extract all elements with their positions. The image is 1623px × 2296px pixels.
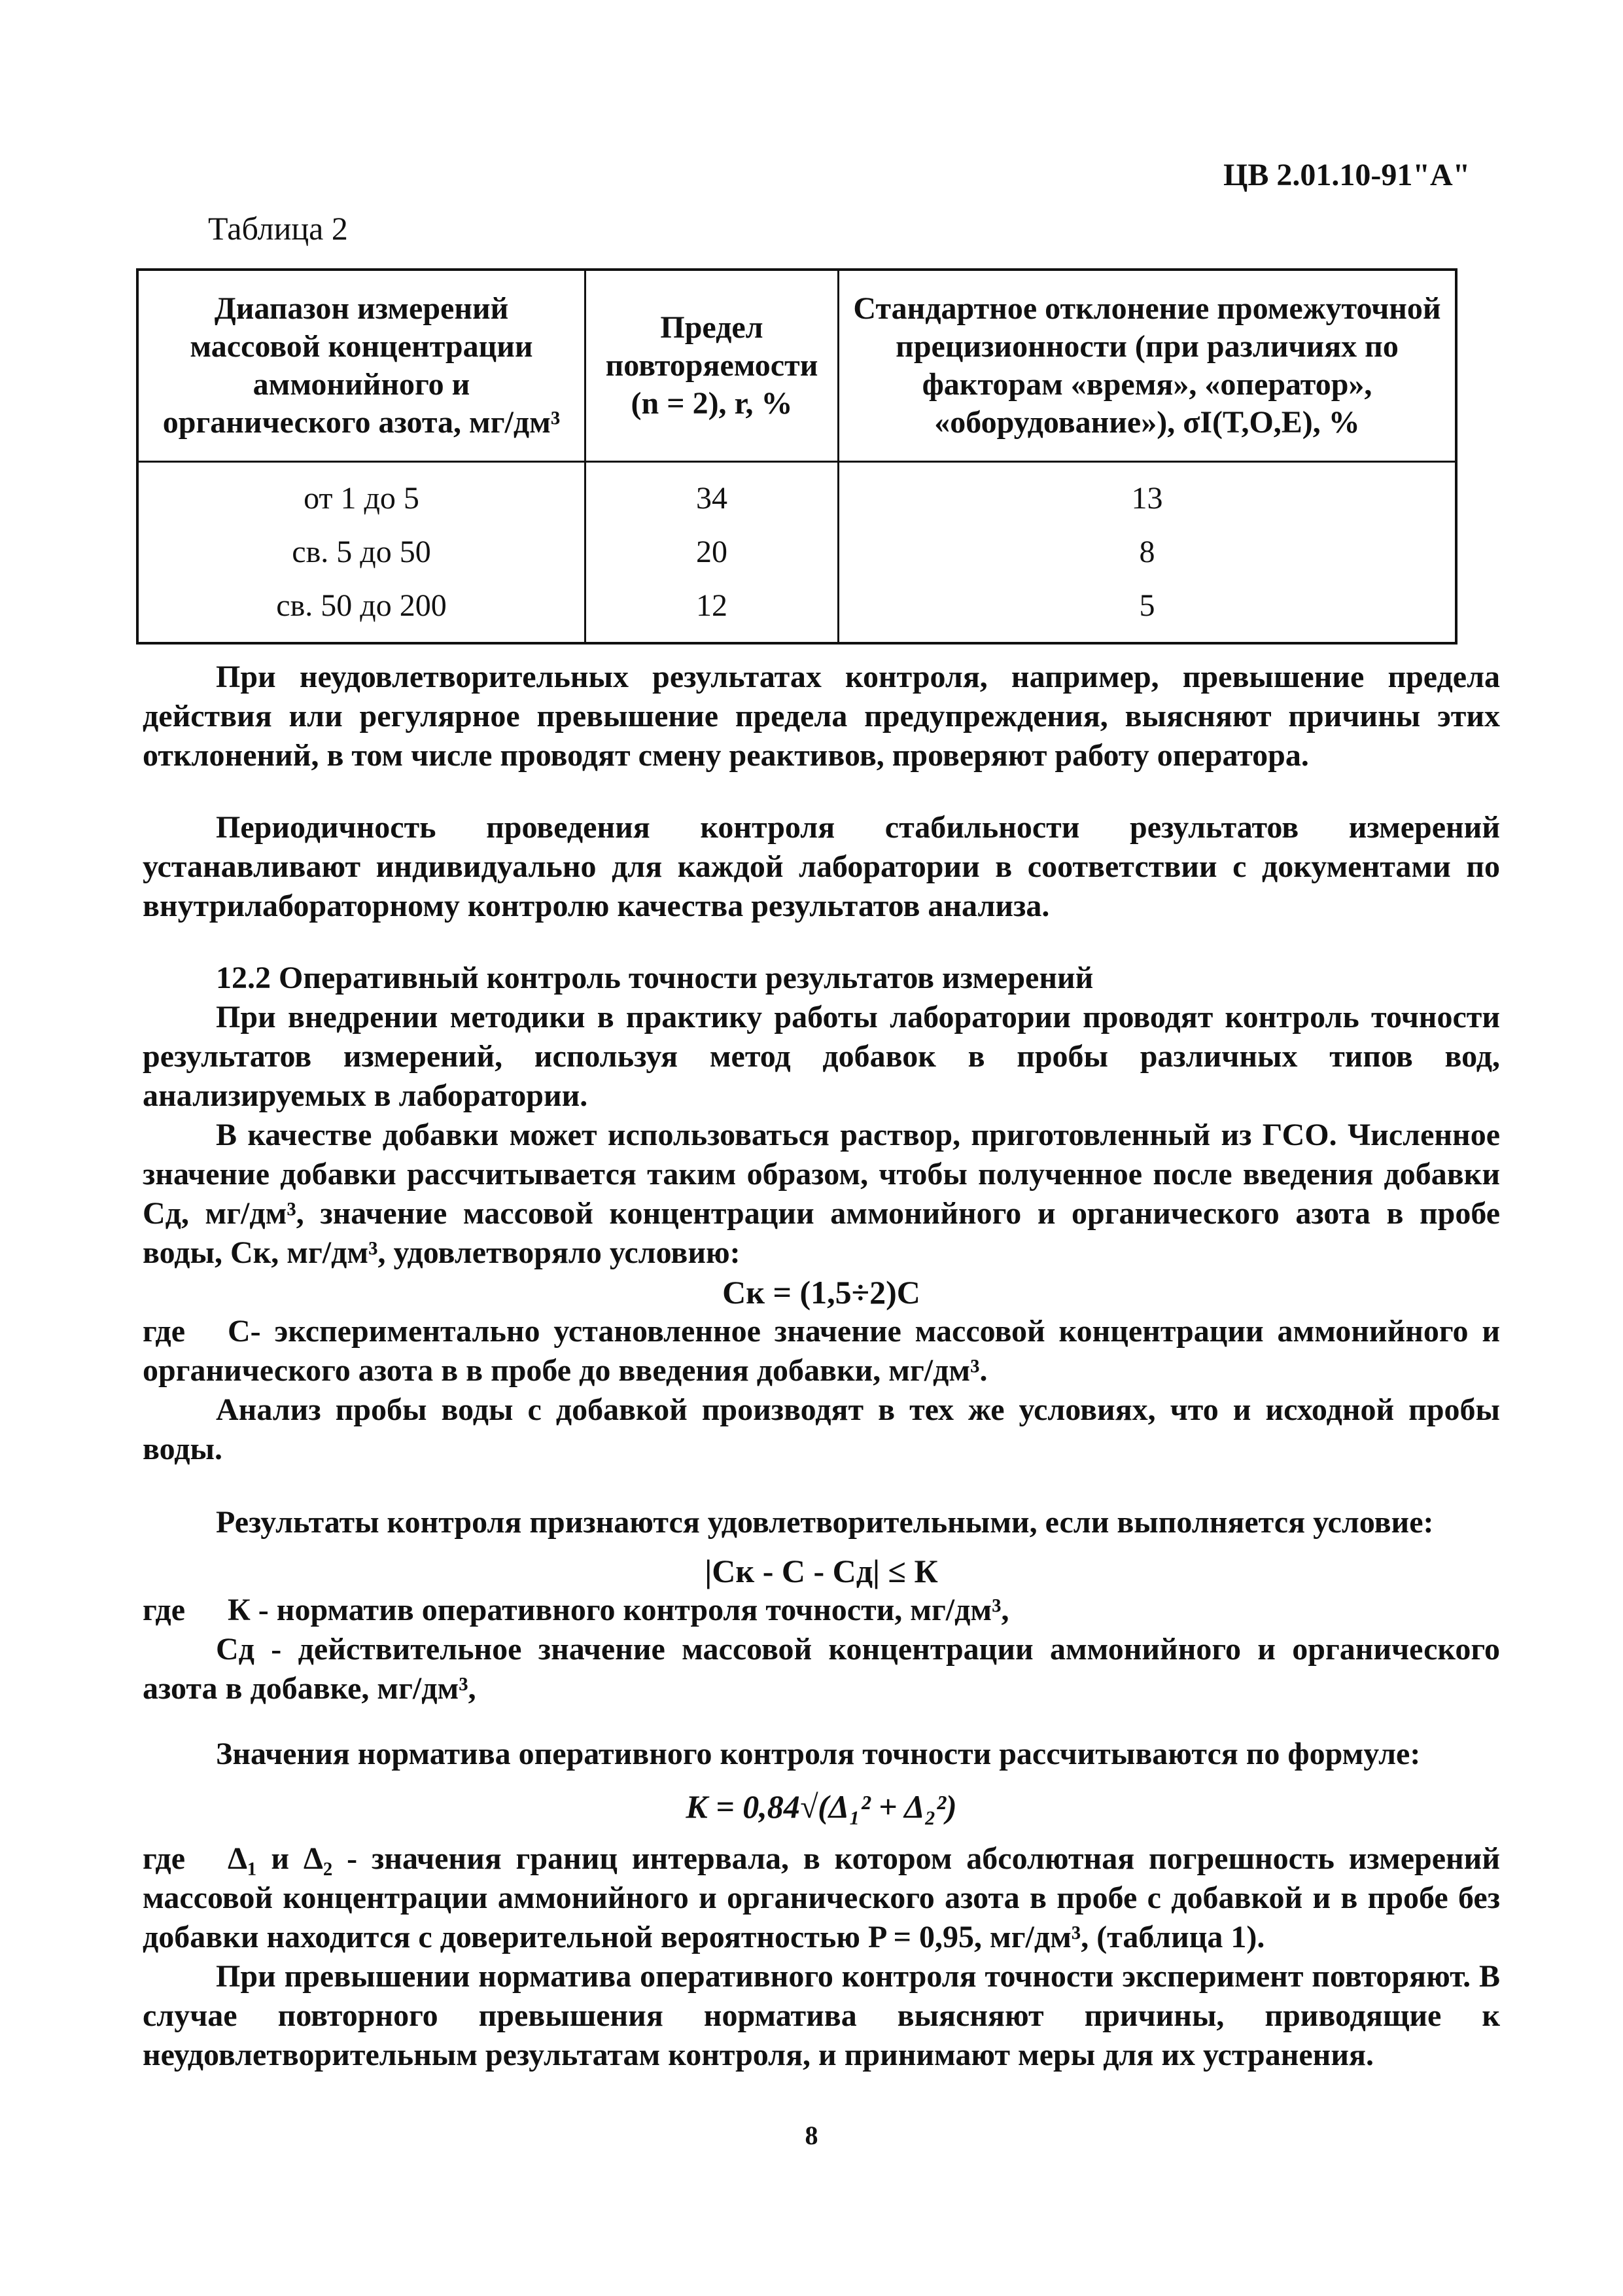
paragraph-repeat: При превышении норматива оперативного контроля точности эксперимент повторяют. В случае повторного превышения норматива выясняют причины, приводящие к неудовлетворительным результатам контроля, и принимают меры для их устранения.	[143, 1959, 1500, 2072]
table-cell: св. 5 до 50	[137, 525, 585, 579]
paragraph-additive: В качестве добавки может использоваться раствор, приготовленный из ГСО. Численное значение добавки рассчитывается таким образом, чтобы полученное после введения добавки Сд, мг/дм³, значение массовой концентрации аммонийного и органического азота в пробе воды, Ск, мг/дм³, удовлетворяло условию:	[143, 1118, 1500, 1270]
header-repeatability: Предел повторяемости (n = 2), r, %	[585, 270, 839, 462]
body-text	[143, 658, 1500, 2075]
table-cell: от 1 до 5	[137, 462, 585, 526]
page-number: 8	[805, 2121, 818, 2150]
where-c	[143, 1312, 1500, 1390]
where-delta	[143, 1839, 1500, 1957]
paragraph-corrective-actions: При неудовлетворительных результатах контроля, например, превышение предела действия или регулярное превышение предела предупреждения, выясняют причины этих отклонений, в том числе проводят смену реактивов, проверяют работу оператора.	[143, 660, 1500, 773]
where-label: где	[143, 1841, 185, 1876]
table-row	[137, 462, 1456, 526]
where-label: где	[143, 1593, 185, 1627]
table-cell: св. 50 до 200	[137, 579, 585, 643]
where-c-text: С- экспериментально установленное значение массовой концентрации аммонийного и органического азота в в пробе до введения добавки, мг/дм³.	[143, 1314, 1500, 1388]
formula-ck: Ск = (1,5÷2)С	[722, 1274, 920, 1311]
table-cell: 34	[585, 462, 839, 526]
section-heading: 12.2 Оперативный контроль точности результатов измерений	[216, 961, 1094, 995]
table-header-row	[137, 270, 1456, 462]
table-cell: 8	[839, 525, 1457, 579]
precision-table	[136, 268, 1457, 645]
table-row	[137, 525, 1456, 579]
paragraph-analysis: Анализ пробы воды с добавкой производят в тех же условиях, что и исходной пробы воды.	[143, 1392, 1500, 1466]
where-label: где	[143, 1314, 185, 1349]
formula-k: K = 0,84√(Δ₁² + Δ₂²)	[686, 1788, 957, 1825]
where-delta-text: Δ₁ и Δ₂ - значения границ интервала, в котором абсолютная погрешность измерений массовой концентрации аммонийного и органического азота в пробе с добавкой и в пробе без добавки находится с доверительной вероятностью P = 0,95, мг/дм³, (таблица 1).	[143, 1841, 1500, 1954]
where-k	[143, 1591, 1500, 1630]
paragraph-method-introduction: При внедрении методики в практику работы лаборатории проводят контроль точности результатов измерений, используя метод добавок в пробы различных типов вод, анализируемых в лаборатории.	[143, 1000, 1500, 1113]
header-std-deviation: Стандартное отклонение промежуточной прецизионности (при различиях по факторам «время», «оператор», «оборудование»), σI(T,O,E), %	[839, 270, 1457, 462]
table-caption: Таблица 2	[208, 210, 348, 247]
paragraph-formula-intro: Значения норматива оперативного контроля точности рассчитываются по формуле:	[216, 1737, 1421, 1771]
table-cell: 13	[839, 462, 1457, 526]
paragraph-periodicity: Периодичность проведения контроля стабильности результатов измерений устанавливают индивидуально для каждой лаборатории в соответствии с документами по внутрилабораторному контролю качества результатов анализа.	[143, 810, 1500, 923]
where-k-text: К - норматив оперативного контроля точности, мг/дм³,	[228, 1593, 1009, 1627]
document-code: ЦВ 2.01.10-91"А"	[1223, 158, 1471, 192]
header-range: Диапазон измерений массовой концентрации аммонийного и органического азота, мг/дм³	[137, 270, 585, 462]
table-cell: 5	[839, 579, 1457, 643]
table-cell: 12	[585, 579, 839, 643]
formula-condition: |Ск - С - Сд| ≤ К	[705, 1553, 938, 1589]
table-row	[137, 579, 1456, 643]
paragraph-condition: Результаты контроля признаются удовлетворительными, если выполняется условие:	[216, 1505, 1434, 1540]
table-cell: 20	[585, 525, 839, 579]
where-cd: Сд - действительное значение массовой концентрации аммонийного и органического азота в добавке, мг/дм³,	[143, 1632, 1500, 1706]
